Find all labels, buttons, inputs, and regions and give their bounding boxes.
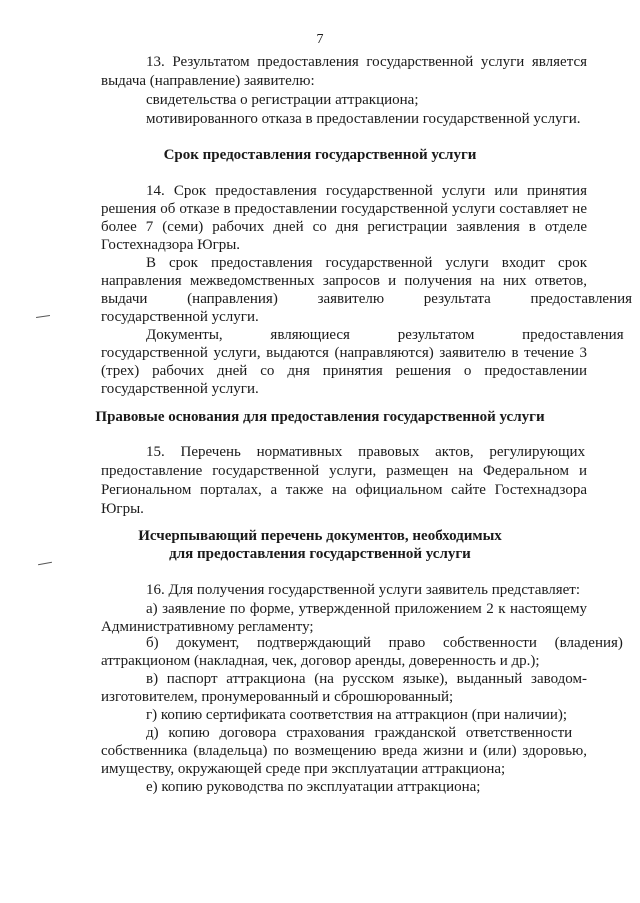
paragraph-line: а) заявление по форме, утвержденной приложением 2 к настоящему — [146, 601, 587, 617]
paragraph-line: выдачи (направления) заявителю результата предоставления — [101, 291, 633, 307]
paragraph-line: направления межведомственных запросов и получения на них ответов, — [101, 273, 587, 289]
paragraph-line: выдача (направление) заявителю: — [101, 73, 315, 89]
paragraph-line: аттракционом (накладная, чек, договор аренды, доверенность и др.); — [101, 653, 540, 669]
paragraph-line: предоставление государственной услуги, размещен на Федеральном и — [101, 463, 587, 479]
paragraph-line: собственника (владельца) по возмещению вреда жизни и (или) здоровью, — [101, 743, 587, 759]
paragraph-line: г) копию сертификата соответствия на аттракцион (при наличии); — [146, 707, 568, 723]
scan-mark — [36, 315, 50, 318]
paragraph-line: решения об отказе в предоставлении государственной услуги составляет не — [101, 201, 587, 217]
paragraph-line: государственной услуги. — [101, 381, 259, 397]
page-number: 7 — [316, 32, 324, 47]
paragraph-line: государственной услуги. — [101, 309, 259, 325]
paragraph-line: изготовителем, пронумерованный и сброшюрованный; — [101, 689, 454, 705]
section-heading: для предоставления государственной услуги — [169, 546, 471, 562]
paragraph-line: свидетельства о регистрации аттракциона; — [146, 92, 419, 108]
paragraph-line: В срок предоставления государственной услуги входит срок — [146, 255, 587, 271]
paragraph-line: 15. Перечень нормативных правовых актов, регулирующих — [146, 444, 586, 460]
paragraph-line: 14. Срок предоставления государственной услуги или принятия — [146, 183, 587, 199]
paragraph-line: (трех) рабочих дней со дня принятия решения о предоставлении — [101, 363, 587, 379]
paragraph-line: Документы, являющиеся результатом предоставления — [146, 327, 624, 343]
paragraph-line: государственной услуги, выдаются (направляются) заявителю в течение 3 — [101, 345, 587, 361]
paragraph-line: Гостехнадзора Югры. — [101, 237, 241, 253]
paragraph-line: е) копию руководства по эксплуатации аттракциона; — [146, 779, 481, 795]
paragraph-line: Югры. — [101, 501, 144, 517]
paragraph-line: имуществу, окружающей среде при эксплуатации аттракциона; — [101, 761, 506, 777]
paragraph-line: более 7 (семи) рабочих дней со дня регистрации заявления в отделе — [101, 219, 587, 235]
section-heading: Правовые основания для предоставления государственной услуги — [95, 409, 545, 425]
paragraph-line: д) копию договора страхования гражданской ответственности — [146, 725, 573, 741]
section-heading: Срок предоставления государственной услуги — [163, 147, 477, 163]
paragraph-line: мотивированного отказа в предоставлении государственной услуги. — [146, 111, 581, 127]
paragraph-line: Административному регламенту; — [101, 619, 314, 635]
paragraph-line: 16. Для получения государственной услуги заявитель представляет: — [146, 582, 581, 598]
paragraph-line: в) паспорт аттракциона (на русском языке), выданный заводом- — [146, 671, 587, 687]
paragraph-line: Региональном порталах, а также на официальном сайте Гостехнадзора — [101, 482, 587, 498]
paragraph-line: б) документ, подтверждающий право собственности (владения) — [146, 635, 623, 651]
section-heading: Исчерпывающий перечень документов, необходимых — [138, 528, 502, 544]
paragraph-line: 13. Результатом предоставления государственной услуги является — [146, 54, 587, 70]
